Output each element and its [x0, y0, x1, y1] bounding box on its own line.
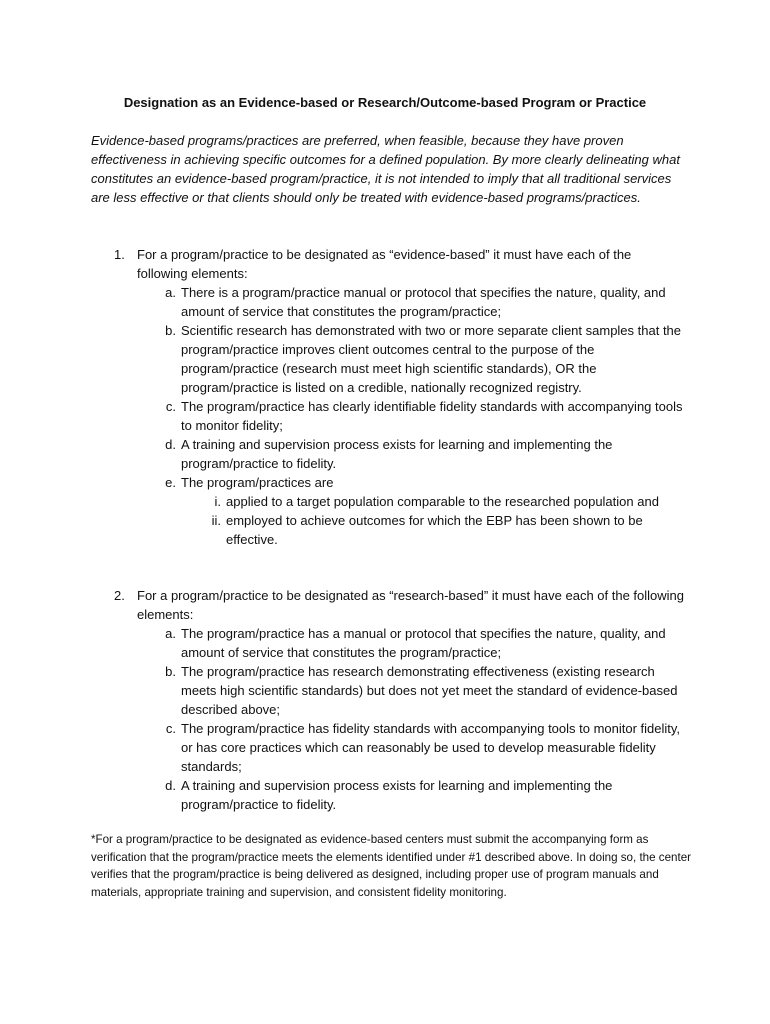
list-item [165, 435, 684, 473]
sub-item-label: i. [214, 494, 221, 509]
sub-item-label: ii. [211, 513, 221, 528]
section-evidence-based [114, 245, 684, 549]
item-label: e. [165, 475, 176, 490]
item-label: d. [165, 778, 176, 793]
list-item [165, 473, 684, 549]
item-label: c. [165, 399, 176, 414]
list-item [165, 719, 684, 776]
item-text: The program/practice has clearly identifiable fidelity standards with accompanying tools to monitor fidelity; [181, 399, 683, 433]
item-label: d. [165, 437, 176, 452]
sub-list-item [214, 492, 684, 511]
section-lead: For a program/practice to be designated as “evidence-based” it must have each of the following elements: [137, 247, 632, 281]
item-label: a. [165, 626, 176, 641]
list-item [165, 662, 684, 719]
item-text: A training and supervision process exists for learning and implementing the program/practice to fidelity. [181, 437, 613, 471]
list-item [165, 321, 684, 397]
section-research-based [114, 586, 684, 814]
item-text: The program/practice has a manual or protocol that specifies the nature, quality, and amount of service that constitutes the program/practice; [181, 626, 666, 660]
item-text: There is a program/practice manual or protocol that specifies the nature, quality, and amount of service that constitutes the program/practice; [181, 285, 666, 319]
section-number: 1. [114, 247, 125, 262]
intro-paragraph: Evidence-based programs/practices are preferred, when feasible, because they have proven effectiveness in achieving specific outcomes for a defined population. By more clearly delineating what constitutes an evidence-based program/practice, it is not intended to imply that all traditional services are less effective or that clients should only be treated with evidence-based programs/practices. [91, 133, 680, 205]
item-text: The program/practice has fidelity standards with accompanying tools to monitor fidelity, or has core practices which can reasonably be used to develop measurable fidelity standards; [181, 721, 681, 774]
item-text: The program/practices are [181, 475, 334, 490]
item-text: A training and supervision process exists for learning and implementing the program/practice to fidelity. [181, 778, 613, 812]
item-text: Scientific research has demonstrated with two or more separate client samples that the program/practice improves client outcomes central to the purpose of the program/practice (research must meet high scientific standards), OR the program/practice is listed on a credible, nationally recognized registry. [181, 323, 682, 395]
item-label: a. [165, 285, 176, 300]
item-label: b. [165, 323, 176, 338]
sub-item-text: applied to a target population comparable to the researched population and [226, 494, 659, 509]
section-number: 2. [114, 588, 125, 603]
footnote: *For a program/practice to be designated as evidence-based centers must submit the accompanying form as verification that the program/practice meets the elements identified under #1 described above. In doing so, the center verifies that the program/practice is being delivered as designed, including proper use of program manuals and materials, appropriate training and supervision, and consistent fidelity monitoring. [91, 833, 692, 899]
list-item [165, 283, 684, 321]
section-lead: For a program/practice to be designated as “research-based” it must have each of the following elements: [137, 588, 685, 622]
item-label: b. [165, 664, 176, 679]
list-item [165, 397, 684, 435]
item-text: The program/practice has research demonstrating effectiveness (existing research meets high scientific standards) but does not yet meet the standard of evidence-based described above; [181, 664, 678, 717]
item-label: c. [165, 721, 176, 736]
sub-list-item [211, 511, 684, 549]
list-item [165, 776, 684, 814]
sub-item-text: employed to achieve outcomes for which the EBP has been shown to be effective. [226, 513, 643, 547]
list-item [165, 624, 684, 662]
page-title: Designation as an Evidence-based or Research/Outcome-based Program or Practice [123, 95, 647, 110]
